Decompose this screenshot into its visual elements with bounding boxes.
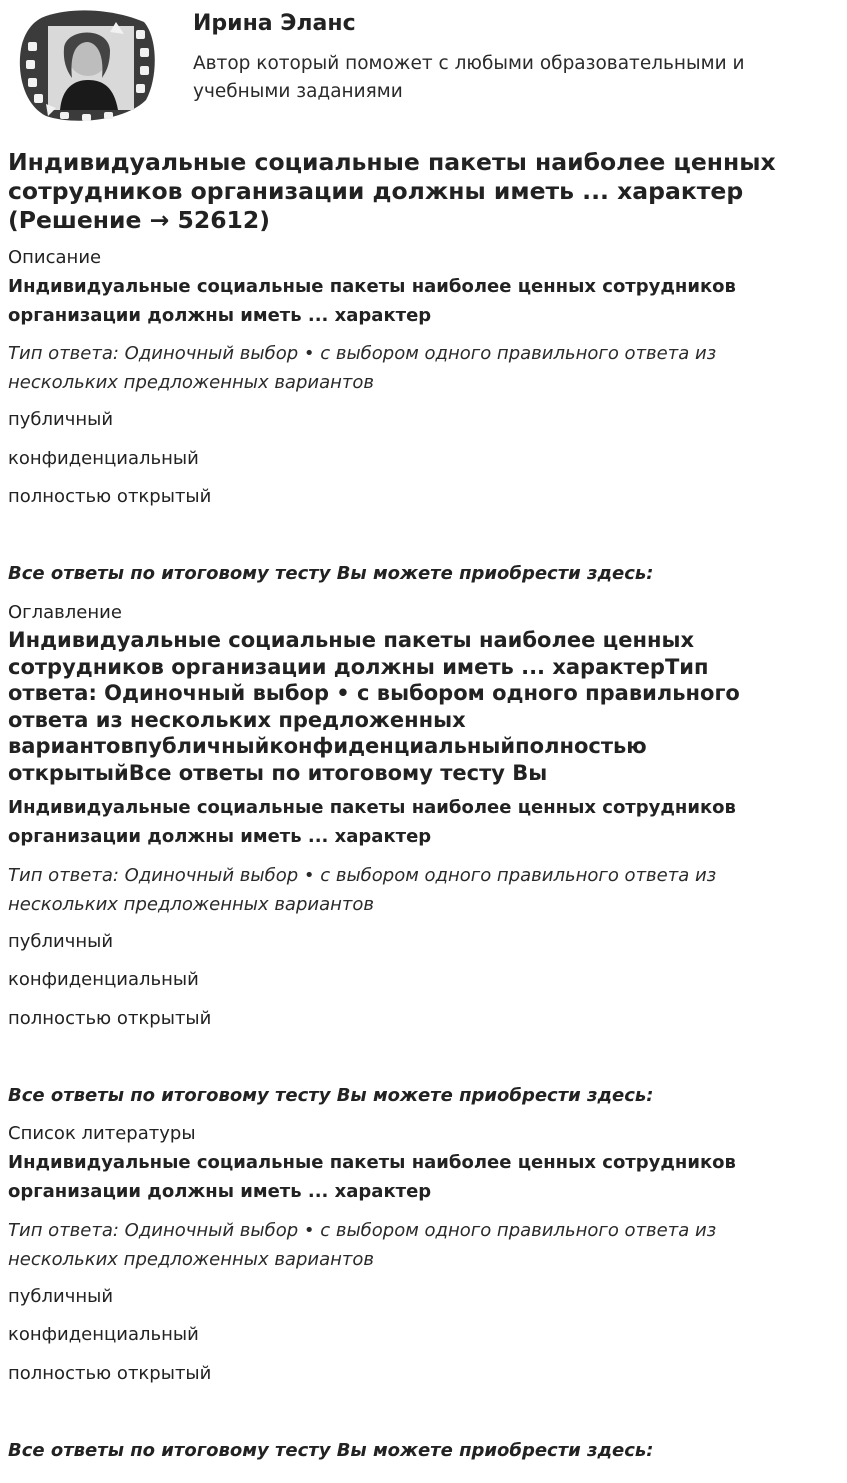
author-header [8, 0, 839, 140]
answer-type: Тип ответа: Одиночный выбор • с выбором одного правильного ответа из нескольких предложенных вариантов [8, 343, 717, 393]
answer-type: Тип ответа: Одиночный выбор • с выбором одного правильного ответа из нескольких предложенных вариантов [8, 865, 717, 915]
author-description: Автор который поможет с любыми образовательными и учебными заданиями [193, 53, 745, 102]
page-title: Индивидуальные социальные пакеты наиболее ценных сотрудников организации должны иметь ... характер (Решение → 52612) [8, 148, 776, 234]
section-label-bibliography: Список литературы [8, 1123, 196, 1144]
option-item: конфиденциальный [8, 1324, 199, 1345]
toc-heading: Индивидуальные социальные пакеты наиболее ценных сотрудников организации должны иметь ... характерТип ответа: Одиночный выбор • с выбором одного правильного ответа из нескольких предложенных вариантовпубличныйконфиденциальныйполностью открытыйВсе ответы по итоговому тесту Вы [8, 628, 740, 785]
option-item: полностью открытый [8, 486, 212, 507]
buy-answers-link[interactable]: Все ответы по итоговому тесту Вы можете приобрести здесь: [8, 1440, 654, 1461]
question-text: Индивидуальные социальные пакеты наиболее ценных сотрудников организации должны иметь ... характер [8, 797, 736, 847]
question-text: Индивидуальные социальные пакеты наиболее ценных сотрудников организации должны иметь ... характер [8, 1152, 736, 1202]
option-item: полностью открытый [8, 1008, 212, 1029]
buy-answers-link[interactable]: Все ответы по итоговому тесту Вы можете приобрести здесь: [8, 563, 654, 584]
section-label-description: Описание [8, 247, 102, 268]
option-item: публичный [8, 409, 114, 430]
section-label-toc: Оглавление [8, 602, 122, 623]
question-text: Индивидуальные социальные пакеты наиболее ценных сотрудников организации должны иметь ... характер [8, 276, 736, 326]
author-name[interactable]: Ирина Эланс [193, 11, 356, 36]
buy-answers-link[interactable]: Все ответы по итоговому тесту Вы можете приобрести здесь: [8, 1085, 654, 1106]
option-item: полностью открытый [8, 1363, 212, 1384]
option-item: конфиденциальный [8, 448, 199, 469]
option-item: конфиденциальный [8, 969, 199, 990]
avatar[interactable] [16, 8, 158, 126]
option-item: публичный [8, 931, 114, 952]
answer-type: Тип ответа: Одиночный выбор • с выбором одного правильного ответа из нескольких предложенных вариантов [8, 1220, 717, 1270]
film-frame-avatar-icon [16, 8, 158, 126]
option-item: публичный [8, 1286, 114, 1307]
